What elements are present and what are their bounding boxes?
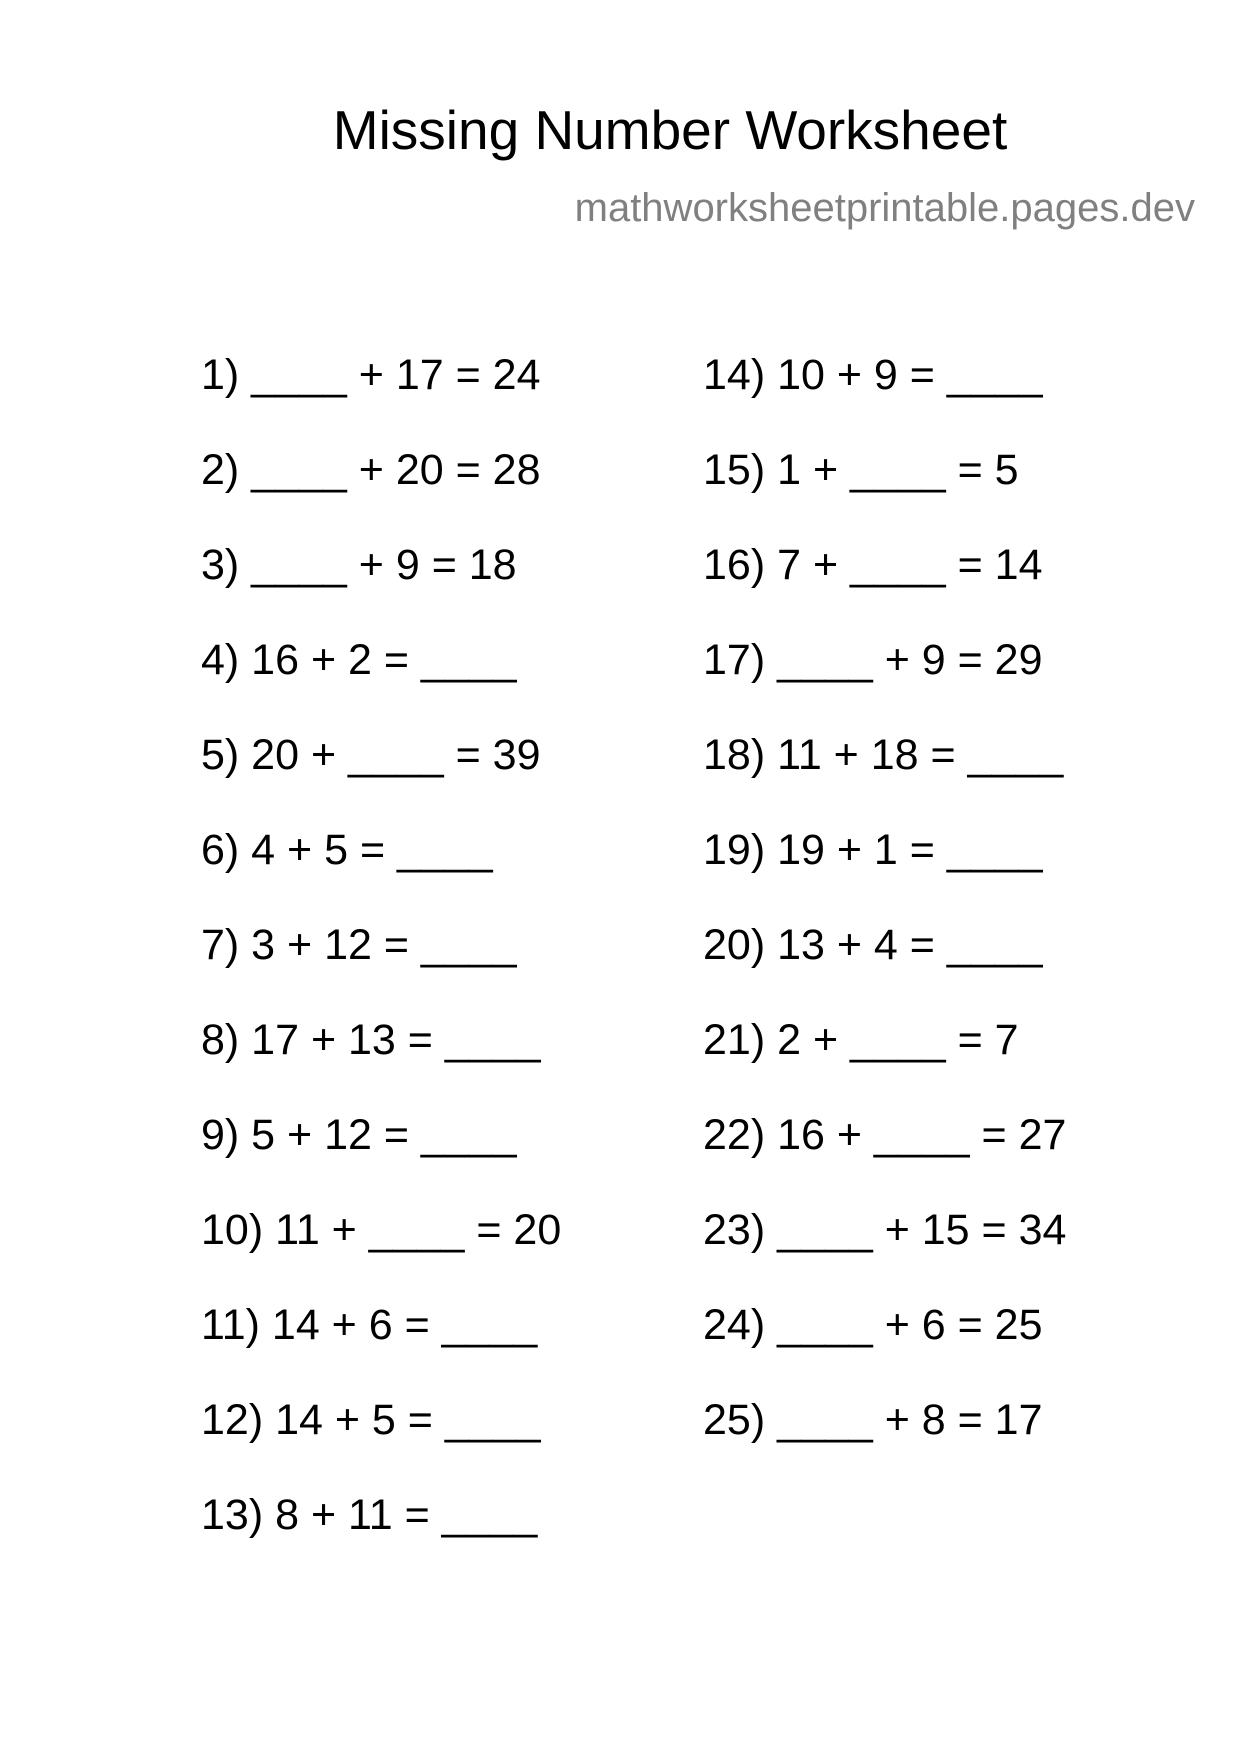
problem-item: 19) 19 + 1 = ____ — [703, 826, 1043, 874]
problem-item: 21) 2 + ____ = 7 — [703, 1016, 1019, 1064]
problem-item: 22) 16 + ____ = 27 — [703, 1111, 1067, 1159]
source-url: mathworksheetprintable.pages.dev — [574, 186, 1195, 230]
worksheet-title: Missing Number Worksheet — [332, 99, 1008, 161]
problem-item: 16) 7 + ____ = 14 — [703, 541, 1043, 589]
problem-item: 8) 17 + 13 = ____ — [201, 1016, 541, 1064]
problem-item: 4) 16 + 2 = ____ — [201, 636, 517, 684]
problem-item: 24) ____ + 6 = 25 — [703, 1301, 1043, 1349]
problem-item: 17) ____ + 9 = 29 — [703, 636, 1043, 684]
problems-left-column — [201, 350, 561, 1585]
problem-item: 3) ____ + 9 = 18 — [201, 541, 517, 589]
problem-item: 12) 14 + 5 = ____ — [201, 1396, 541, 1444]
problem-item: 14) 10 + 9 = ____ — [703, 351, 1043, 399]
problem-item: 23) ____ + 15 = 34 — [703, 1206, 1067, 1254]
problem-item: 25) ____ + 8 = 17 — [703, 1396, 1043, 1444]
problem-item: 10) 11 + ____ = 20 — [201, 1206, 562, 1254]
problem-item: 15) 1 + ____ = 5 — [703, 446, 1019, 494]
problem-item: 6) 4 + 5 = ____ — [201, 826, 493, 874]
problem-item: 11) 14 + 6 = ____ — [201, 1301, 538, 1349]
problem-item: 13) 8 + 11 = ____ — [201, 1491, 538, 1539]
problem-item: 20) 13 + 4 = ____ — [703, 921, 1043, 969]
problem-item: 18) 11 + 18 = ____ — [703, 731, 1064, 779]
problem-item: 5) 20 + ____ = 39 — [201, 731, 541, 779]
problem-item: 1) ____ + 17 = 24 — [201, 351, 541, 399]
problem-item: 2) ____ + 20 = 28 — [201, 446, 541, 494]
problems-right-column — [703, 350, 1066, 1490]
problem-item: 7) 3 + 12 = ____ — [201, 921, 517, 969]
problem-item: 9) 5 + 12 = ____ — [201, 1111, 517, 1159]
